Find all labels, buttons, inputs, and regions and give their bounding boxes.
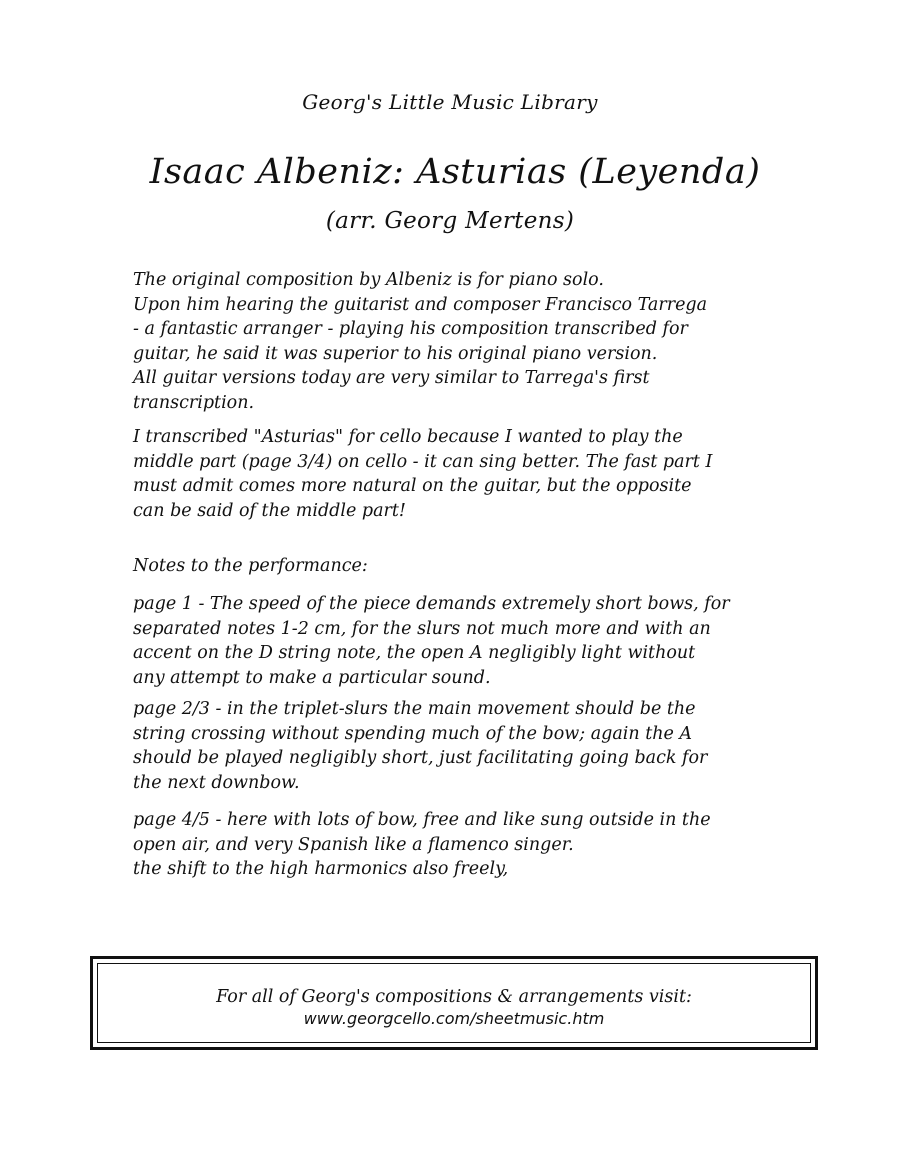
footer-url-link[interactable]: www.georgcello.com/sheetmusic.htm — [303, 1009, 605, 1028]
performance-note-page1 — [133, 592, 773, 690]
performance-heading — [133, 554, 773, 579]
text-line: I transcribed "Asturias" for cello because I wanted to play the — [133, 427, 683, 447]
page-title: Isaac Albeniz: Asturias (Leyenda) — [149, 152, 761, 192]
library-name: Georg's Little Music Library — [302, 90, 598, 114]
text-line: middle part (page 3/4) on cello - it can sing better. The fast part I — [133, 451, 713, 472]
footer-box — [90, 956, 818, 1050]
text-line: - a fantastic arranger - playing his composition transcribed for — [133, 319, 688, 339]
text-line: string crossing without spending much of the bow; again the A — [133, 723, 693, 744]
text-line: transcription. — [133, 392, 255, 413]
text-line: the next downbow. — [133, 772, 300, 793]
text-line: accent on the D string note, the open A negligibly light without — [133, 643, 696, 663]
text-line: guitar, he said it was superior to his original piano version. — [133, 343, 658, 364]
performance-note-page4-5 — [133, 808, 773, 882]
text-line: open air, and very Spanish like a flamenco singer. — [133, 834, 574, 855]
text-line: Upon him hearing the guitarist and composer Francisco Tarrega — [133, 294, 708, 315]
text-line: page 1 - The speed of the piece demands extremely short bows, for — [133, 594, 730, 614]
text-line: separated notes 1-2 cm, for the slurs not much more and with an — [133, 618, 711, 639]
text-line: page 2/3 - in the triplet-slurs the main movement should be the — [133, 699, 696, 719]
text-line: should be played negligibly short, just facilitating going back for — [133, 748, 708, 768]
text-line: must admit comes more natural on the guitar, but the opposite — [133, 476, 692, 496]
text-line: can be said of the middle part! — [133, 500, 406, 521]
text-line: All guitar versions today are very similar to Tarrega's first — [133, 368, 650, 388]
text-line: page 4/5 - here with lots of bow, free and like sung outside in the — [133, 810, 711, 830]
text-line: any attempt to make a particular sound. — [133, 667, 491, 688]
text-line: the shift to the high harmonics also freely, — [133, 859, 509, 879]
text-line: Notes to the performance: — [133, 556, 368, 576]
arranger-credit: (arr. Georg Mertens) — [325, 208, 575, 234]
text-line: The original composition by Albeniz is for piano solo. — [133, 270, 604, 290]
intro-paragraph — [133, 268, 773, 415]
transcription-paragraph — [133, 425, 773, 523]
footer-text: For all of Georg's compositions & arrangements visit: — [216, 987, 692, 1007]
performance-note-page2-3 — [133, 697, 773, 795]
